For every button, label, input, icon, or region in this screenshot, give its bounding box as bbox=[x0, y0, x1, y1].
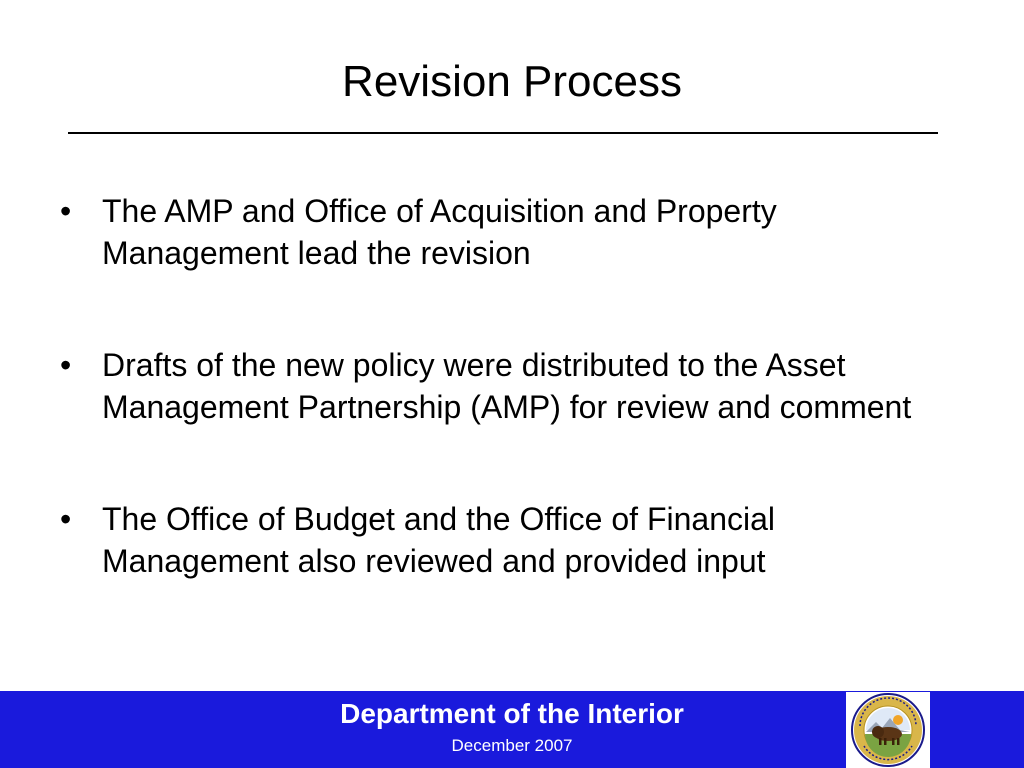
bullet-text: Drafts of the new policy were distributed to the Asset Management Partnership (AMP) for review and comment bbox=[102, 347, 912, 425]
bullet-list bbox=[58, 190, 958, 652]
bullet-text: The Office of Budget and the Office of Financial Management also reviewed and provided input bbox=[102, 501, 775, 579]
title-divider bbox=[68, 132, 938, 134]
bullet-text: The AMP and Office of Acquisition and Property Management lead the revision bbox=[102, 193, 777, 271]
bullet-item bbox=[58, 498, 958, 582]
footer-organization: Department of the Interior bbox=[340, 698, 684, 729]
department-of-interior-seal-icon bbox=[846, 692, 930, 768]
footer-date: December 2007 bbox=[451, 736, 573, 755]
bullet-item bbox=[58, 190, 958, 274]
bullet-marker: • bbox=[60, 347, 72, 383]
bullet-marker: • bbox=[60, 501, 72, 537]
slide-title: Revision Process bbox=[342, 57, 682, 106]
bullet-marker: • bbox=[60, 193, 72, 229]
bullet-item bbox=[58, 344, 958, 428]
